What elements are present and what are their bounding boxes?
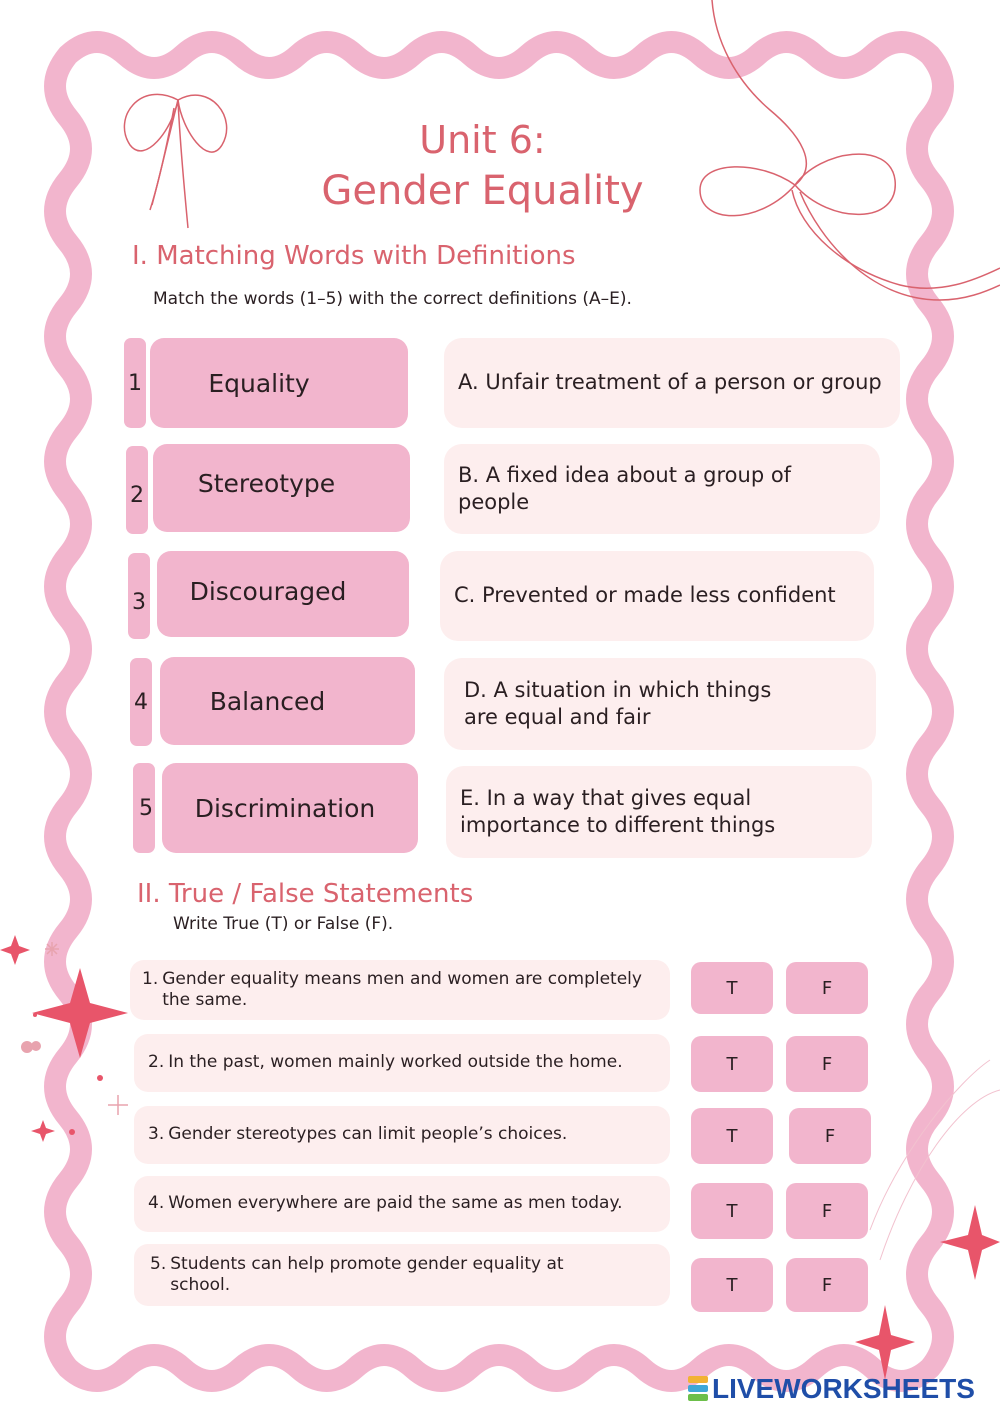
statement-text: In the past, women mainly worked outside the home. [168,1052,623,1073]
liveworksheets-brand[interactable] [688,1372,975,1406]
definition-e[interactable]: E. In a way that gives equal importance to different things [446,766,872,858]
statement-number: 5. [150,1253,167,1274]
statement-number: 1. [142,968,159,989]
statement-text: Gender equality means men and women are completely the same. [162,968,642,1010]
definition-d[interactable]: D. A situation in which things are equal and fair [444,658,876,750]
definition-c[interactable]: C. Prevented or made less confident [440,551,874,641]
matching-heading: I. Matching Words with Definitions [132,241,576,271]
word-number-3: 3 [128,553,150,639]
statement-number: 4. [148,1193,165,1214]
statement-4 [134,1176,670,1232]
word-discouraged[interactable]: Discouraged [157,551,409,637]
brand-text: LIVEWORKSHEETS [712,1373,975,1404]
statement-4-true-button[interactable]: T [691,1183,773,1239]
statement-1 [130,960,670,1020]
statement-1-false-button[interactable]: F [786,962,868,1014]
statement-number: 2. [148,1052,165,1073]
word-number-1: 1 [124,338,146,428]
statement-4-false-button[interactable]: F [786,1183,868,1239]
statement-3-false-button[interactable]: F [789,1108,871,1164]
statement-text: Women everywhere are paid the same as men today. [168,1193,623,1214]
statement-number: 3. [148,1124,165,1145]
statement-1-true-button[interactable]: T [691,962,773,1014]
definition-a[interactable]: A. Unfair treatment of a person or group [444,338,900,428]
statement-text: Students can help promote gender equality at school. [170,1253,564,1295]
statement-2-true-button[interactable]: T [691,1036,773,1092]
word-equality[interactable]: Equality [150,338,408,428]
word-discrimination[interactable]: Discrimination [162,763,418,853]
word-stereotype[interactable]: Stereotype [153,444,410,532]
heart-icon [21,1041,41,1053]
statement-5-false-button[interactable]: F [786,1258,868,1312]
liveworksheets-logo-icon [688,1376,708,1402]
statement-3-true-button[interactable]: T [691,1108,773,1164]
unit-title: Unit 6: [419,118,546,162]
definition-b[interactable]: B. A fixed idea about a group of people [444,444,880,534]
word-number-5: 5 [133,763,155,853]
statement-text: Gender stereotypes can limit people’s choices. [168,1124,568,1145]
matching-instruction: Match the words (1–5) with the correct definitions (A–E). [153,289,632,309]
statement-5-true-button[interactable]: T [691,1258,773,1312]
unit-subtitle: Gender Equality [321,168,644,214]
statement-5 [134,1244,670,1306]
word-number-2: 2 [126,446,148,534]
statement-2-false-button[interactable]: F [786,1036,868,1092]
word-number-4: 4 [130,658,152,746]
true-false-heading: II. True / False Statements [137,879,474,909]
statement-2 [134,1034,670,1092]
word-balanced[interactable]: Balanced [160,657,415,745]
statement-3 [134,1106,670,1164]
true-false-instruction: Write True (T) or False (F). [173,914,394,934]
